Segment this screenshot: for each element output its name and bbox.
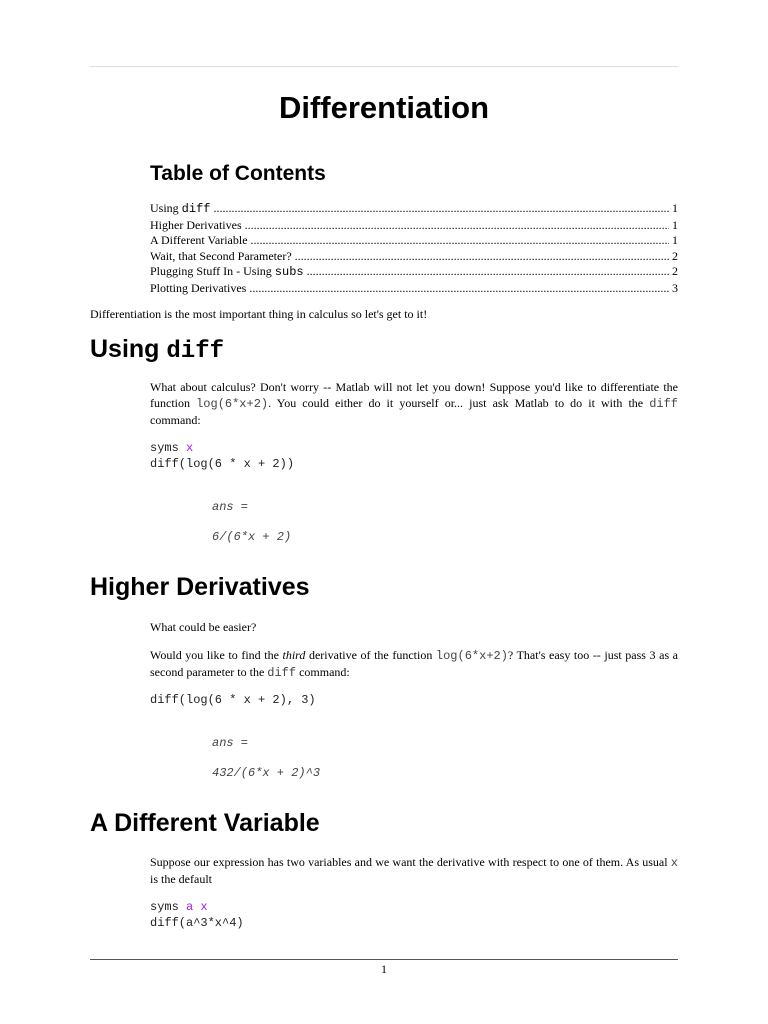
output-value: 432/(6*x + 2)^3: [212, 766, 321, 780]
toc-leader: [245, 218, 669, 234]
section-heading-different-variable: A Different Variable: [90, 809, 320, 837]
toc-page-number: 1: [672, 217, 678, 232]
section-heading-using-diff: Using diff: [90, 335, 225, 365]
toc-entry[interactable]: Higher Derivatives ..... 1: [150, 218, 678, 234]
toc-entry[interactable]: Plotting Derivatives ..... 3: [150, 281, 678, 297]
toc-entry[interactable]: Plugging Stuff In - Using subs ..... 2: [150, 264, 678, 281]
toc-leader: [307, 264, 669, 280]
toc-heading: Table of Contents: [150, 162, 326, 185]
section-heading-higher-derivatives: Higher Derivatives: [90, 573, 310, 601]
section-higher-paragraph-2: Would you like to find the third derivative of the function log(6*x+2)? That's easy too -- just pass 3 as a second parameter to the diff command:: [150, 648, 679, 680]
toc-leader: [295, 249, 669, 265]
page-number: 1: [381, 962, 387, 976]
output-label: ans =: [212, 736, 249, 750]
toc-leader: [249, 281, 669, 297]
top-rule: [90, 66, 678, 67]
toc-page-number: 1: [672, 201, 678, 215]
section-variable-paragraph: Suppose our expression has two variables and we want the derivative with respect to one of them. As usual x is the default: [150, 855, 678, 886]
toc-leader: [213, 201, 669, 217]
table-of-contents: [150, 201, 678, 297]
toc-entry[interactable]: Using diff ..... 1: [150, 201, 678, 218]
code-block: syms x diff(log(6 * x + 2)): [150, 441, 295, 471]
section-higher-paragraph-1: What could be easier?: [150, 620, 257, 634]
output-label: ans =: [212, 500, 249, 514]
output-value: 6/(6*x + 2): [212, 530, 292, 544]
code-block: diff(log(6 * x + 2), 3): [150, 693, 316, 707]
code-block: syms a x diff(a^3*x^4): [150, 900, 244, 930]
toc-entry[interactable]: Wait, that Second Parameter? ..... 2: [150, 249, 678, 265]
section-diff-paragraph: What about calculus? Don't worry -- Matlab will not let you down! Suppose you'd like to differentiate the function log(6*x+2). You could either do it yourself or... just ask Matlab to do it with the diff command:: [150, 380, 679, 427]
footer-rule: [90, 959, 678, 960]
toc-entry[interactable]: A Different Variable ..... 1: [150, 233, 678, 249]
intro-paragraph: Differentiation is the most important thing in calculus so let's get to it!: [90, 307, 428, 321]
toc-page-number: 1: [672, 233, 678, 248]
toc-leader: [251, 233, 669, 249]
toc-page-number: 2: [672, 248, 678, 263]
toc-page-number: 2: [672, 264, 678, 279]
page-title: Differentiation: [278, 90, 490, 125]
toc-page-number: 3: [672, 280, 678, 295]
